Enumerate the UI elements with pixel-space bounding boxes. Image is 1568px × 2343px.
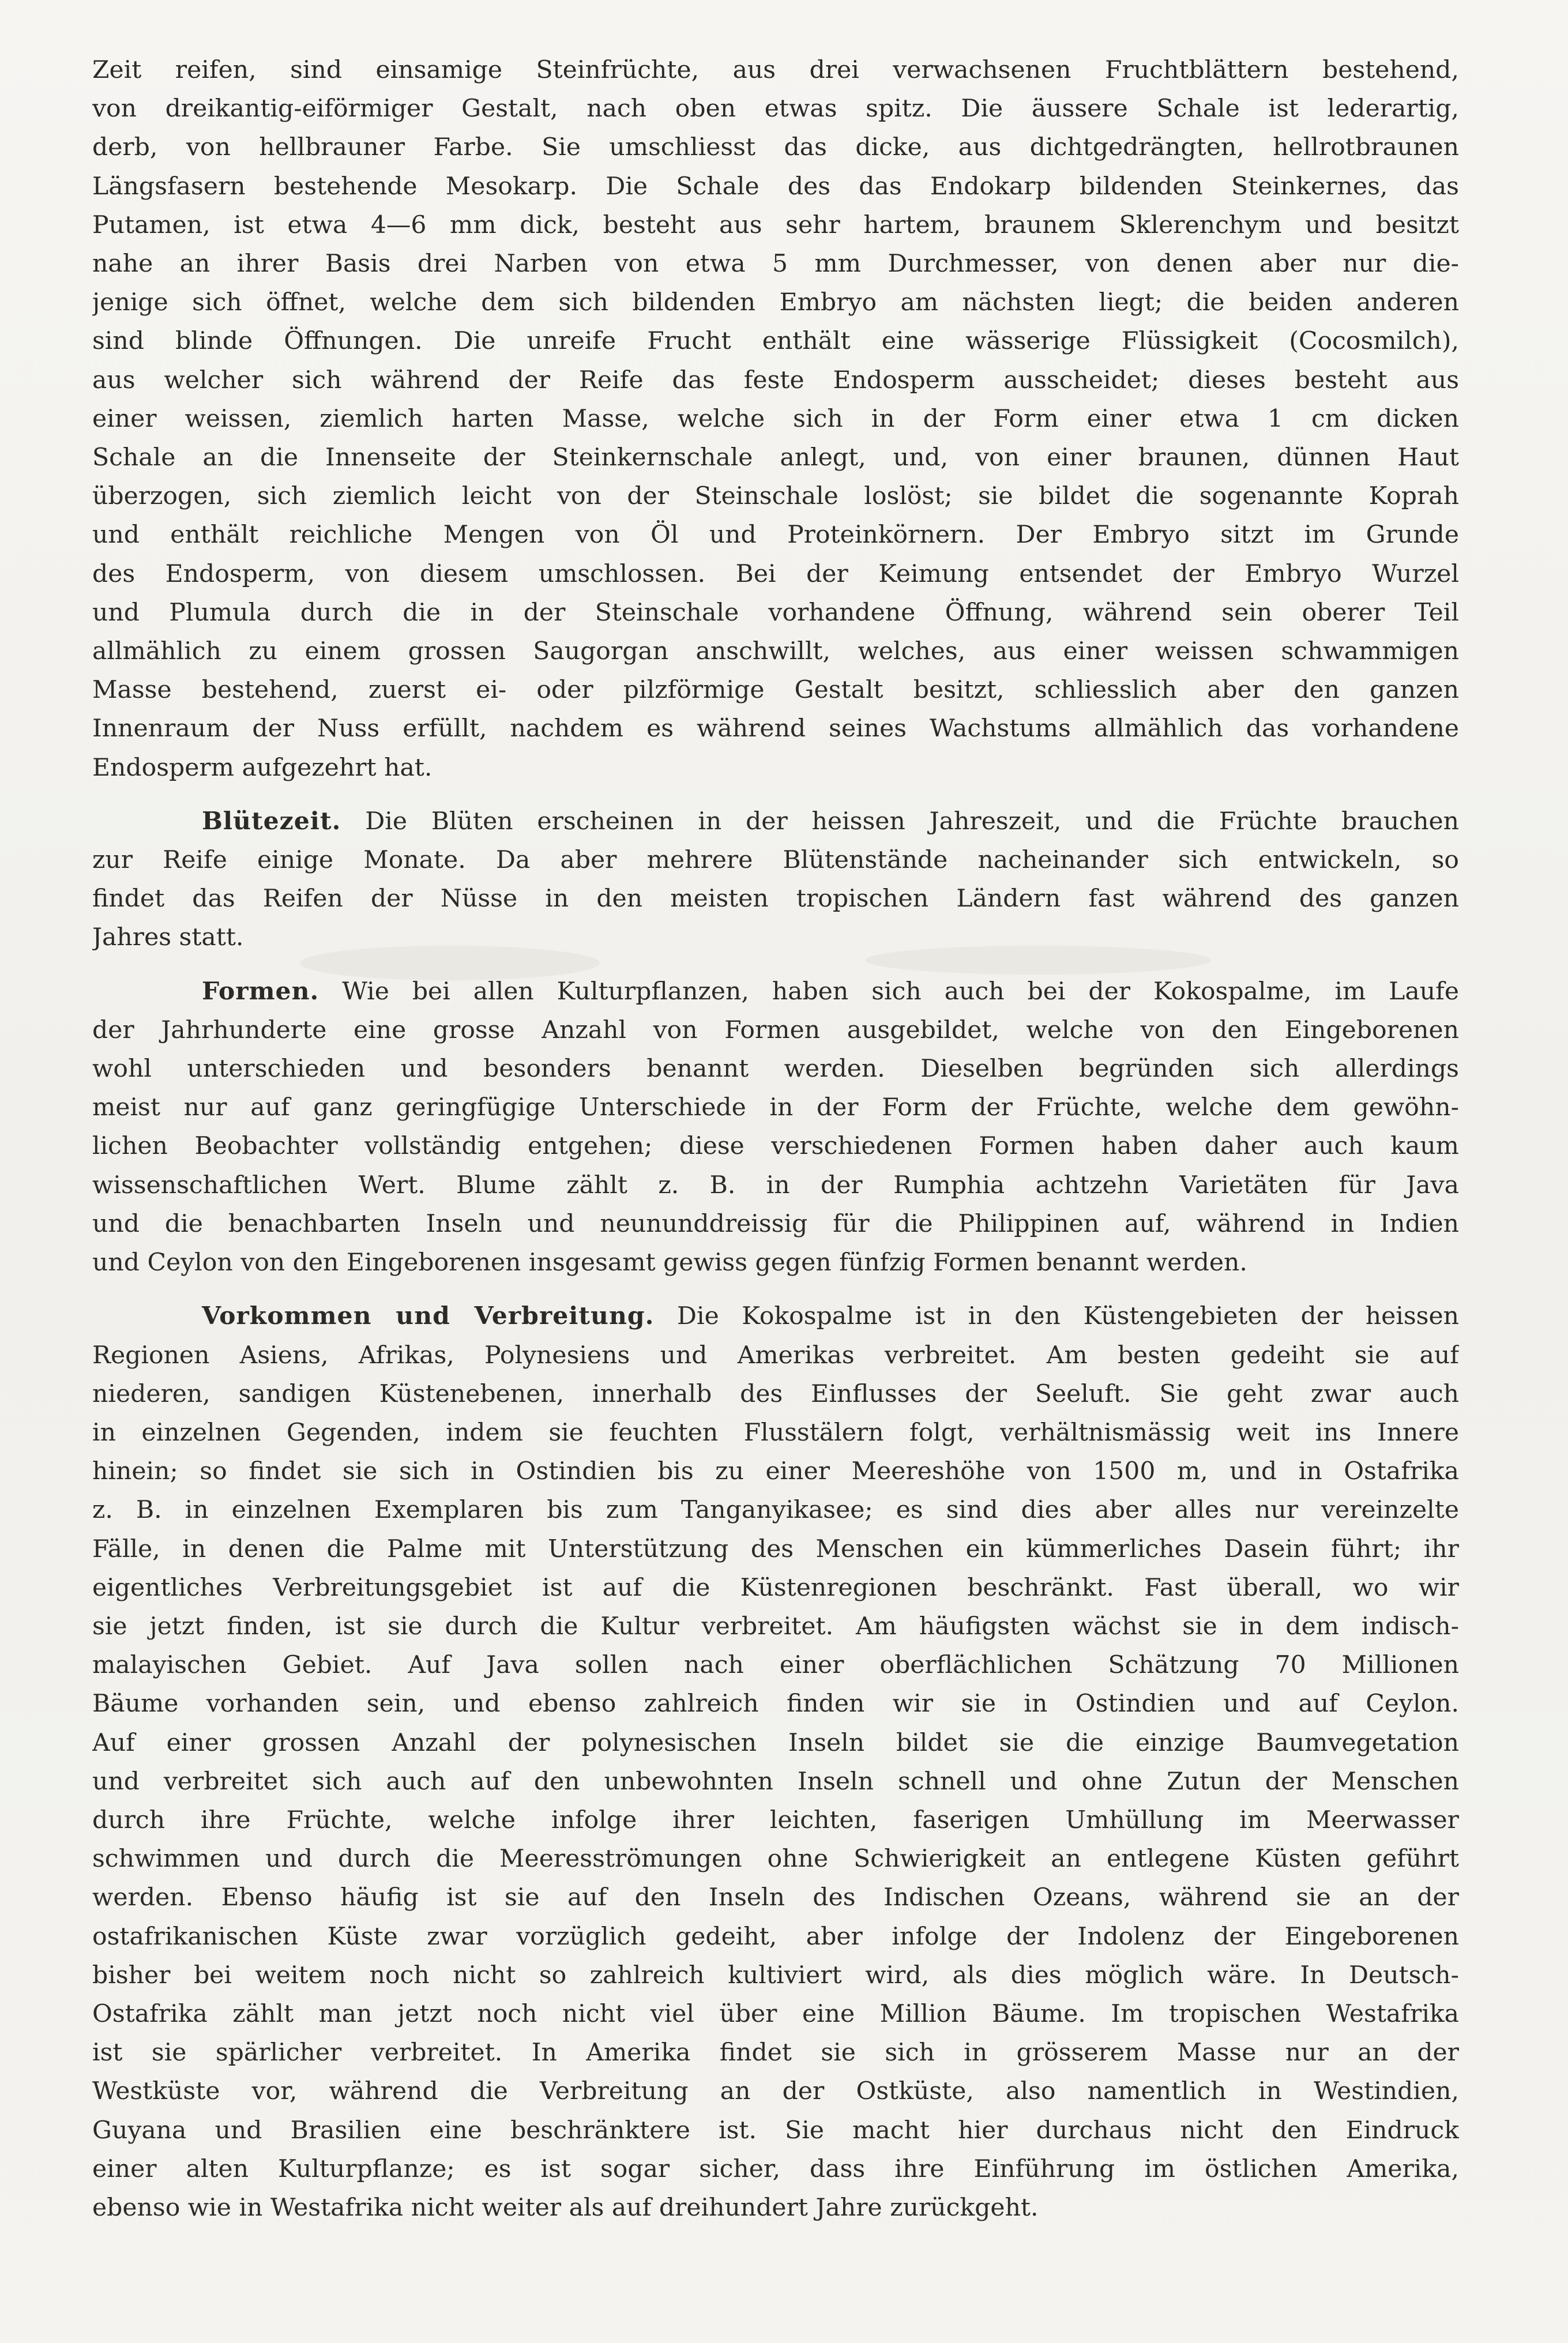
para-formen (92, 972, 1459, 1283)
line-text: schwimmen und durch die Meeresströmungen ohne Schwierigkeit an entlegene Küsten geführt (92, 1845, 1459, 1874)
line-text: z. B. in einzelnen Exemplaren bis zum Tanganyikasee; es sind dies aber alles nur vereinzelte (92, 1496, 1459, 1525)
text-line (92, 1491, 1459, 1529)
text-line (92, 477, 1459, 516)
line-text: einer weissen, ziemlich harten Masse, welche sich in der Form einer etwa 1 cm dicken (92, 404, 1459, 433)
text-line (92, 128, 1459, 167)
text-line (92, 1530, 1459, 1569)
text-line (92, 516, 1459, 554)
text-line (92, 167, 1459, 206)
text-line (92, 1413, 1459, 1452)
para-description (92, 51, 1459, 787)
section-heading: Vorkommen und Verbreitung. (202, 1302, 655, 1331)
text-line (92, 918, 1459, 957)
text-line (92, 1762, 1459, 1801)
text-line (92, 632, 1459, 671)
line-text: ebenso wie in Westafrika nicht weiter als auf dreihundert Jahre zurückgeht. (92, 2193, 1039, 2222)
text-line (92, 1452, 1459, 1491)
line-text: jenige sich öffnet, welche dem sich bildenden Embryo am nächsten liegt; die beiden anderen (92, 288, 1459, 317)
line-text: sie jetzt finden, ist sie durch die Kultur verbreitet. Am häufigsten wächst sie in dem indisch- (92, 1612, 1459, 1641)
line-text: zur Reife einige Monate. Da aber mehrere Blütenstände nacheinander sich entwickeln, so (92, 846, 1459, 875)
line-text: und verbreitet sich auch auf den unbewohnten Inseln schnell und ohne Zutun der Menschen (92, 1767, 1459, 1796)
text-line (92, 1127, 1459, 1165)
text-line (92, 1917, 1459, 1956)
text-line (92, 972, 1459, 1011)
line-text: der Jahrhunderte eine grosse Anzahl von Formen ausgebildet, welche von den Eingeborenen (92, 1016, 1459, 1044)
line-text: durch ihre Früchte, welche infolge ihrer leichten, faserigen Umhüllung im Meerwasser (92, 1806, 1459, 1834)
text-line (92, 1088, 1459, 1127)
line-text: Bäume vorhanden sein, und ebenso zahlreich finden wir sie in Ostindien und auf Ceylon. (92, 1690, 1459, 1718)
text-line (92, 2150, 1459, 2188)
line-text: wissenschaftlichen Wert. Blume zählt z. B. in der Rumphia achtzehn Varietäten für Java (92, 1171, 1459, 1199)
line-text: Längsfasern bestehende Mesokarp. Die Schale des das Endokarp bildenden Steinkernes, das (92, 172, 1459, 201)
text-line (92, 89, 1459, 128)
line-text: und enthält reichliche Mengen von Öl und Proteinkörnern. Der Embryo sitzt im Grunde (92, 521, 1459, 550)
line-text: nahe an ihrer Basis drei Narben von etwa 5 mm Durchmesser, von denen aber nur die- (92, 250, 1459, 279)
para-vorkommen (92, 1297, 1459, 2227)
line-text: ist sie spärlicher verbreitet. In Amerika findet sie sich in grösserem Masse nur an der (92, 2039, 1459, 2067)
text-line (92, 51, 1459, 89)
text-line (92, 802, 1459, 841)
text-line (92, 438, 1459, 477)
text-line (92, 322, 1459, 360)
line-text: sind blinde Öffnungen. Die unreife Frucht enthält eine wässerige Flüssigkeit (Cocosmilch), (92, 327, 1459, 356)
text-line (92, 1607, 1459, 1646)
text-line (92, 1375, 1459, 1413)
text-line (92, 1956, 1459, 1995)
line-text: des Endosperm, von diesem umschlossen. Bei der Keimung entsendet der Embryo Wurzel (92, 559, 1459, 588)
line-text: Fälle, in denen die Palme mit Unterstützung des Menschen ein kümmerliches Dasein führt; ihr (92, 1535, 1459, 1563)
para-bluetezeit (92, 802, 1459, 957)
section-heading: Blütezeit. (202, 806, 341, 836)
text-line (92, 400, 1459, 438)
text-line (92, 1646, 1459, 1684)
line-text: Guyana und Brasilien eine beschränktere ist. Sie macht hier durchaus nicht den Eindruck (92, 2116, 1459, 2145)
text-line (92, 1724, 1459, 1762)
text-line (92, 709, 1459, 748)
text-line (92, 1166, 1459, 1205)
line-text: Jahres statt. (92, 923, 244, 952)
text-line (92, 749, 1459, 787)
line-text: von dreikantig-eiförmiger Gestalt, nach oben etwas spitz. Die äussere Schale ist lederartig, (92, 95, 1459, 123)
line-text: aus welcher sich während der Reife das feste Endosperm ausscheidet; dieses besteht aus (92, 366, 1459, 394)
line-text: Zeit reifen, sind einsamige Steinfrüchte, aus drei verwachsenen Fruchtblättern bestehend, (92, 56, 1459, 84)
line-text: in einzelnen Gegenden, indem sie feuchten Flusstälern folgt, verhältnismässig weit ins Innere (92, 1418, 1459, 1447)
line-text: lichen Beobachter vollständig entgehen; diese verschiedenen Formen haben daher auch kaum (92, 1132, 1459, 1161)
text-line (92, 1878, 1459, 1917)
line-text: Schale an die Innenseite der Steinkernschale anlegt, und, von einer braunen, dünnen Haut (92, 443, 1459, 472)
text-line (92, 1684, 1459, 1723)
line-text: ostafrikanischen Küste zwar vorzüglich gedeiht, aber infolge der Indolenz der Eingeborenen (92, 1922, 1459, 1951)
text-line (92, 361, 1459, 400)
line-text: eigentliches Verbreitungsgebiet ist auf die Küstenregionen beschränkt. Fast überall, wo wir (92, 1573, 1459, 1602)
text-line (92, 593, 1459, 632)
line-text: überzogen, sich ziemlich leicht von der Steinschale loslöst; sie bildet die sogenannte Koprah (92, 482, 1459, 511)
line-text: und Ceylon von den Eingeborenen insgesamt gewiss gegen fünfzig Formen benannt werden. (92, 1248, 1247, 1277)
line-text: meist nur auf ganz geringfügige Unterschiede in der Form der Früchte, welche dem gewöhn- (92, 1093, 1459, 1122)
document-body (92, 51, 1459, 2227)
text-line (92, 1840, 1459, 1878)
line-text: wohl unterschieden und besonders benannt werden. Dieselben begründen sich allerdings (92, 1055, 1459, 1084)
text-line (92, 2188, 1459, 2227)
line-text: bisher bei weitem noch nicht so zahlreich kultiviert wird, als dies möglich wäre. In Deutsch- (92, 1961, 1459, 1990)
text-line (92, 1297, 1459, 1336)
line-text: Wie bei allen Kulturpflanzen, haben sich auch bei der Kokospalme, im Laufe (342, 977, 1459, 1006)
text-line (92, 206, 1459, 245)
text-line (92, 671, 1459, 709)
line-text: niederen, sandigen Küstenebenen, innerhalb des Einflusses der Seeluft. Sie geht zwar auch (92, 1379, 1459, 1408)
text-line (92, 2072, 1459, 2111)
line-text: Putamen, ist etwa 4—6 mm dick, besteht aus sehr hartem, braunem Sklerenchym und besitzt (92, 210, 1459, 239)
text-line (92, 245, 1459, 283)
line-text: und Plumula durch die in der Steinschale vorhandene Öffnung, während sein oberer Teil (92, 598, 1459, 627)
text-line (92, 283, 1459, 322)
line-text: malayischen Gebiet. Auf Java sollen nach einer oberflächlichen Schätzung 70 Millionen (92, 1651, 1459, 1680)
line-text: Regionen Asiens, Afrikas, Polynesiens und Amerikas verbreitet. Am besten gedeiht sie auf (92, 1341, 1459, 1370)
line-text: Auf einer grossen Anzahl der polynesischen Inseln bildet sie die einzige Baumvegetation (92, 1728, 1459, 1757)
text-line (92, 1569, 1459, 1607)
line-text: derb, von hellbrauner Farbe. Sie umschliesst das dicke, aus dichtgedrängten, hellrotbraunen (92, 133, 1459, 162)
text-line (92, 1243, 1459, 1282)
text-line (92, 1011, 1459, 1050)
text-line (92, 879, 1459, 918)
section-heading: Formen. (202, 976, 319, 1006)
text-line (92, 1050, 1459, 1088)
line-text: einer alten Kulturpflanze; es ist sogar sicher, dass ihre Einführung im östlichen Amerika, (92, 2154, 1459, 2183)
line-text: Die Blüten erscheinen in der heissen Jahreszeit, und die Früchte brauchen (365, 807, 1459, 836)
text-line (92, 555, 1459, 593)
line-text: Ostafrika zählt man jetzt noch nicht viel über eine Million Bäume. Im tropischen Westafrika (92, 1999, 1459, 2028)
text-line (92, 1336, 1459, 1375)
line-text: Innenraum der Nuss erfüllt, nachdem es während seines Wachstums allmählich das vorhandene (92, 714, 1459, 743)
text-line (92, 2033, 1459, 2072)
line-text: hinein; so findet sie sich in Ostindien bis zu einer Meereshöhe von 1500 m, und in Ostafrika (92, 1457, 1459, 1486)
line-text: allmählich zu einem grossen Saugorgan anschwillt, welches, aus einer weissen schwammigen (92, 637, 1459, 666)
text-line (92, 1995, 1459, 2033)
text-line (92, 2111, 1459, 2150)
text-line (92, 841, 1459, 879)
line-text: Die Kokospalme ist in den Küstengebieten der heissen (676, 1302, 1459, 1331)
line-text: werden. Ebenso häufig ist sie auf den Inseln des Indischen Ozeans, während sie an der (92, 1883, 1459, 1912)
line-text: Endosperm aufgezehrt hat. (92, 753, 433, 782)
line-text: findet das Reifen der Nüsse in den meisten tropischen Ländern fast während des ganzen (92, 885, 1459, 913)
text-line (92, 1205, 1459, 1243)
line-text: Masse bestehend, zuerst ei- oder pilzförmige Gestalt besitzt, schliesslich aber den ganzen (92, 676, 1459, 705)
line-text: Westküste vor, während die Verbreitung an der Ostküste, also namentlich in Westindien, (92, 2077, 1459, 2106)
line-text: und die benachbarten Inseln und neununddreissig für die Philippinen auf, während in Indien (92, 1209, 1459, 1238)
text-line (92, 1801, 1459, 1840)
